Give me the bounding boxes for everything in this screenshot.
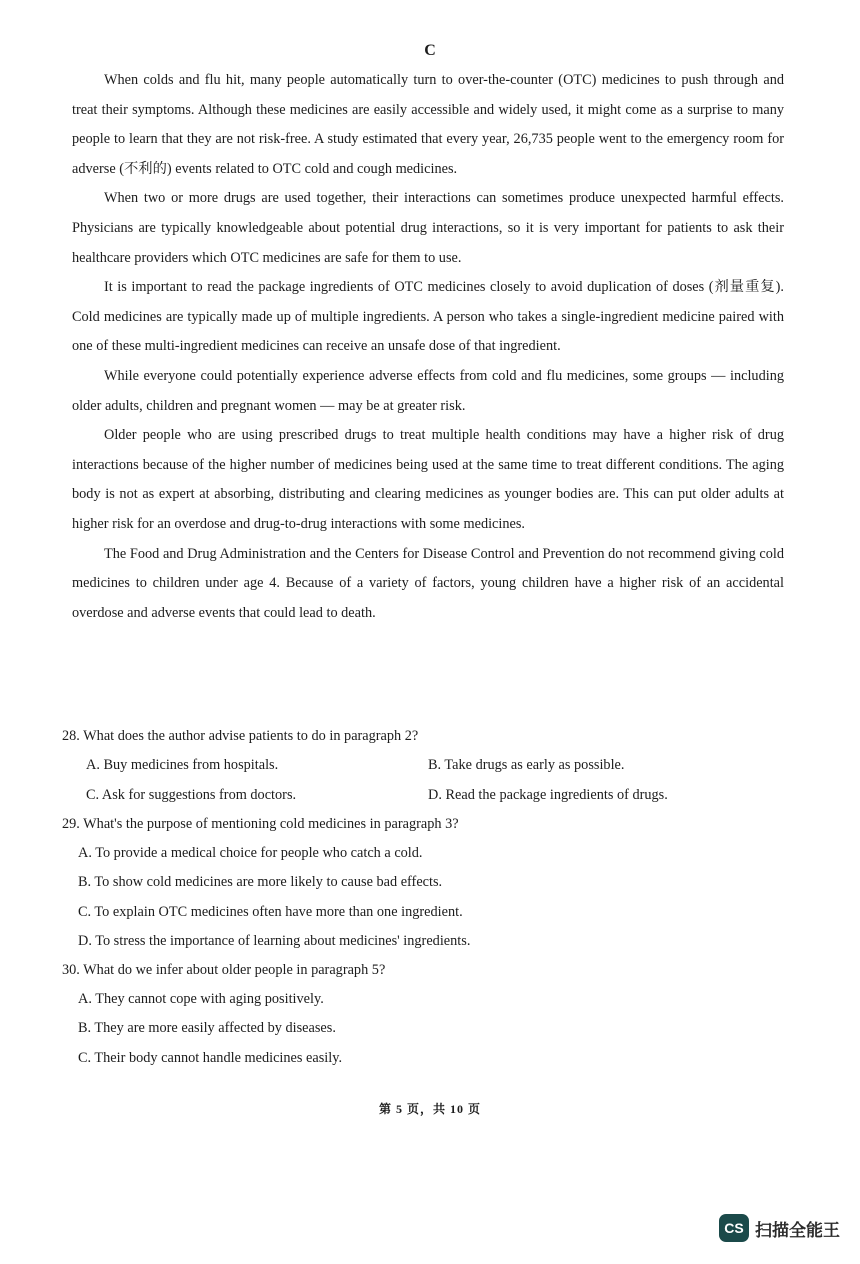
paragraph-1: When colds and flu hit, many people automatically turn to over-the-counter (OTC) medicines to push through and treat their symptoms. Although these medicines are easily accessible and widely used, it might come as a surprise to many people to learn that they are not risk-free. A study estimated that every year, 26,735 people went to the emergency room for adverse (不利的) events related to OTC cold and cough medicines. xyxy=(72,72,784,177)
question-28-options-row-2 xyxy=(86,781,784,810)
question-29-option-c: C. To explain OTC medicines often have more than one ingredient. xyxy=(78,903,463,920)
question-30-option-c: C. Their body cannot handle medicines easily. xyxy=(78,1049,343,1066)
camscanner-logo-icon: CS xyxy=(719,1214,749,1242)
question-list xyxy=(62,722,784,1073)
question-28-options-row-1 xyxy=(86,751,784,780)
paragraph-2: When two or more drugs are used together, their interactions can sometimes produce unexpected harmful effects. Physicians are typically knowledgeable about potential drug interactions, so it is very important for patients to ask their healthcare providers which OTC medicines are safe for them to use. xyxy=(72,190,784,266)
question-28-stem: 28. What does the author advise patients to do in paragraph 2? xyxy=(62,728,419,744)
paragraph-4: While everyone could potentially experience adverse effects from cold and flu medicines, some groups — including older adults, children and pregnant women — may be at greater risk. xyxy=(72,367,784,414)
question-28-option-a: A. Buy medicines from hospitals. xyxy=(86,757,279,774)
question-29-stem: 29. What's the purpose of mentioning cold medicines in paragraph 3? xyxy=(62,815,459,832)
scanner-watermark xyxy=(719,1214,840,1242)
question-30-stem: 30. What do we infer about older people in paragraph 5? xyxy=(62,961,386,978)
section-letter: C xyxy=(424,42,436,59)
paragraph-5: Older people who are using prescribed drugs to treat multiple health conditions may have a higher risk of drug interactions because of the higher number of medicines being used at the same time to treat different conditions. The aging body is not as expert at absorbing, distributing and clearing medicines as younger bodies are. This can put older adults at higher risk for an overdose and drug-to-drug interactions with some medicines. xyxy=(72,427,784,532)
page-number-footer: 第 5 页，共 10 页 xyxy=(378,1102,481,1116)
question-28-option-b: B. Take drugs as early as possible. xyxy=(428,757,625,774)
question-30-option-b: B. They are more easily affected by diseases. xyxy=(78,1020,336,1037)
paragraph-3: It is important to read the package ingredients of OTC medicines closely to avoid duplication of doses (剂量重复). Cold medicines are typically made up of multiple ingredients. A person who takes a single-ingredient medicine paired with one of these multi-ingredient medicines can receive an unsafe dose of that ingredient. xyxy=(72,279,784,355)
question-28-option-d: D. Read the package ingredients of drugs. xyxy=(428,786,668,803)
question-30-option-a: A. They cannot cope with aging positively. xyxy=(78,991,324,1008)
paragraph-6: The Food and Drug Administration and the Centers for Disease Control and Prevention do not recommend giving cold medicines to children under age 4. Because of a variety of factors, young children have a higher risk of an accidental overdose and adverse events that could lead to death. xyxy=(72,545,784,621)
question-29-option-b: B. To show cold medicines are more likely to cause bad effects. xyxy=(78,874,443,891)
question-29-option-a: A. To provide a medical choice for people who catch a cold. xyxy=(78,845,423,862)
reading-passage xyxy=(72,66,784,628)
watermark-text: 扫描全能王 xyxy=(755,1220,840,1241)
question-28-option-c: C. Ask for suggestions from doctors. xyxy=(86,786,297,803)
question-29-option-d: D. To stress the importance of learning about medicines' ingredients. xyxy=(78,932,471,949)
